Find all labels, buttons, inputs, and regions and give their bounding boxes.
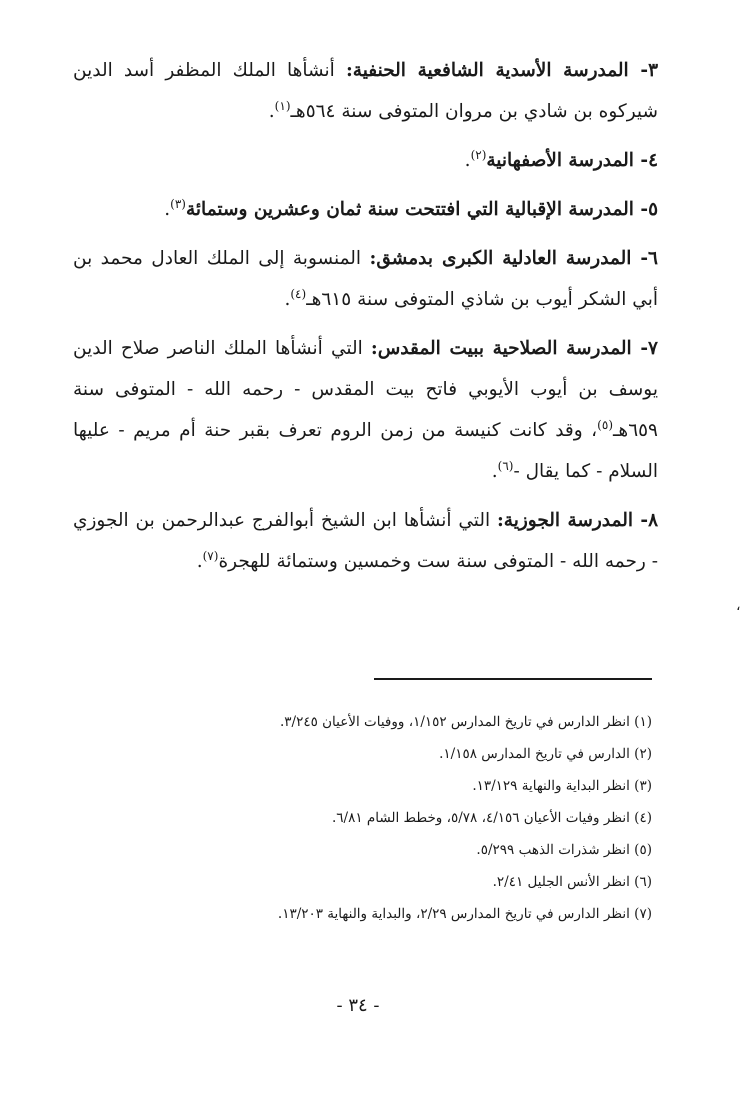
entry-text-cont: ، وقد كانت كنيسة من زمن الروم تعرف بقبر حنة أم مريم - عليها السلام - كما يقال - (73, 420, 658, 482)
footnote-ref: (٧) (202, 548, 219, 563)
entry-end: . (196, 551, 203, 572)
entry-adiliya (73, 238, 658, 320)
footnote-ref: (٣) (170, 196, 186, 211)
footnote-separator (374, 678, 652, 680)
margin-mark: ، (736, 598, 741, 614)
entry-heading: ٨- المدرسة الجوزية: (496, 510, 658, 531)
entry-iqbaliya (73, 189, 658, 230)
entry-heading: ٧- المدرسة الصلاحية ببيت المقدس: (370, 338, 658, 359)
entry-text: التي أنشأها الملك الناصر صلاح الدين يوسف بن أيوب الأيوبي فاتح بيت المقدس - رحمه الله - المتوفى سنة ٦٥٩هـ (73, 338, 658, 441)
footnote-ref: (٥) (597, 417, 613, 432)
footnote-5: (٥) انظر شذرات الذهب ٥/٢٩٩. (476, 842, 652, 858)
footnote-1: (١) انظر الدارس في تاريخ المدارس ١/١٥٢، ووفيات الأعيان ٣/٢٤٥. (279, 714, 652, 730)
entry-asadiya (73, 50, 658, 132)
footnote-ref: (٤) (290, 286, 307, 301)
entry-text: التي أنشأها ابن الشيخ أبوالفرج عبدالرحمن بن الجوزي - رحمه الله - المتوفى سنة ست وخمسين وستمائة للهجرة (73, 510, 658, 572)
footnote-4: (٤) انظر وفيات الأعيان ٤/١٥٦، ٥/٧٨، وخطط الشام ٦/٨١. (331, 810, 652, 826)
entry-salahiya (73, 328, 658, 492)
footnote-ref: (٢) (470, 147, 487, 162)
entry-jawziya (73, 500, 658, 582)
footnote-ref: (١) (274, 98, 291, 113)
entry-text: المنسوبة إلى الملك العادل محمد بن أبي الشكر أيوب بن شاذي المتوفى سنة ٦١٥هـ (73, 248, 658, 310)
footnote-2: (٢) الدارس في تاريخ المدارس ١/١٥٨. (439, 746, 652, 762)
entry-end: . (284, 289, 291, 310)
footnotes (92, 706, 652, 930)
entry-asfahaniya (73, 140, 658, 181)
entry-heading: ٦- المدرسة العادلية الكبرى بدمشق: (369, 248, 658, 269)
main-text (73, 50, 658, 582)
entry-text: أنشأها الملك المظفر أسد الدين شيركوه بن شادي بن مروان المتوفى سنة ٥٦٤هـ (73, 60, 658, 122)
entry-end: . (268, 101, 275, 122)
entry-end: . (491, 461, 498, 482)
footnote-ref: (٦) (497, 458, 514, 473)
entry-heading: ٣- المدرسة الأسدية الشافعية الحنفية: (345, 60, 658, 81)
entry-end: . (164, 199, 171, 220)
footnote-6: (٦) انظر الأنس الجليل ٢/٤١. (492, 874, 652, 890)
footnote-7: (٧) انظر الدارس في تاريخ المدارس ٢/٢٩، والبداية والنهاية ١٣/٢٠٣. (277, 906, 652, 922)
entry-end: . (464, 150, 471, 171)
entry-heading: ٤- المدرسة الأصفهانية (486, 150, 658, 171)
page-number: - ٣٤ - (336, 995, 380, 1016)
footnote-3: (٣) انظر البداية والنهاية ١٣/١٢٩. (472, 778, 652, 794)
entry-heading: ٥- المدرسة الإقبالية التي افتتحت سنة ثمان وعشرين وستمائة (185, 199, 658, 220)
